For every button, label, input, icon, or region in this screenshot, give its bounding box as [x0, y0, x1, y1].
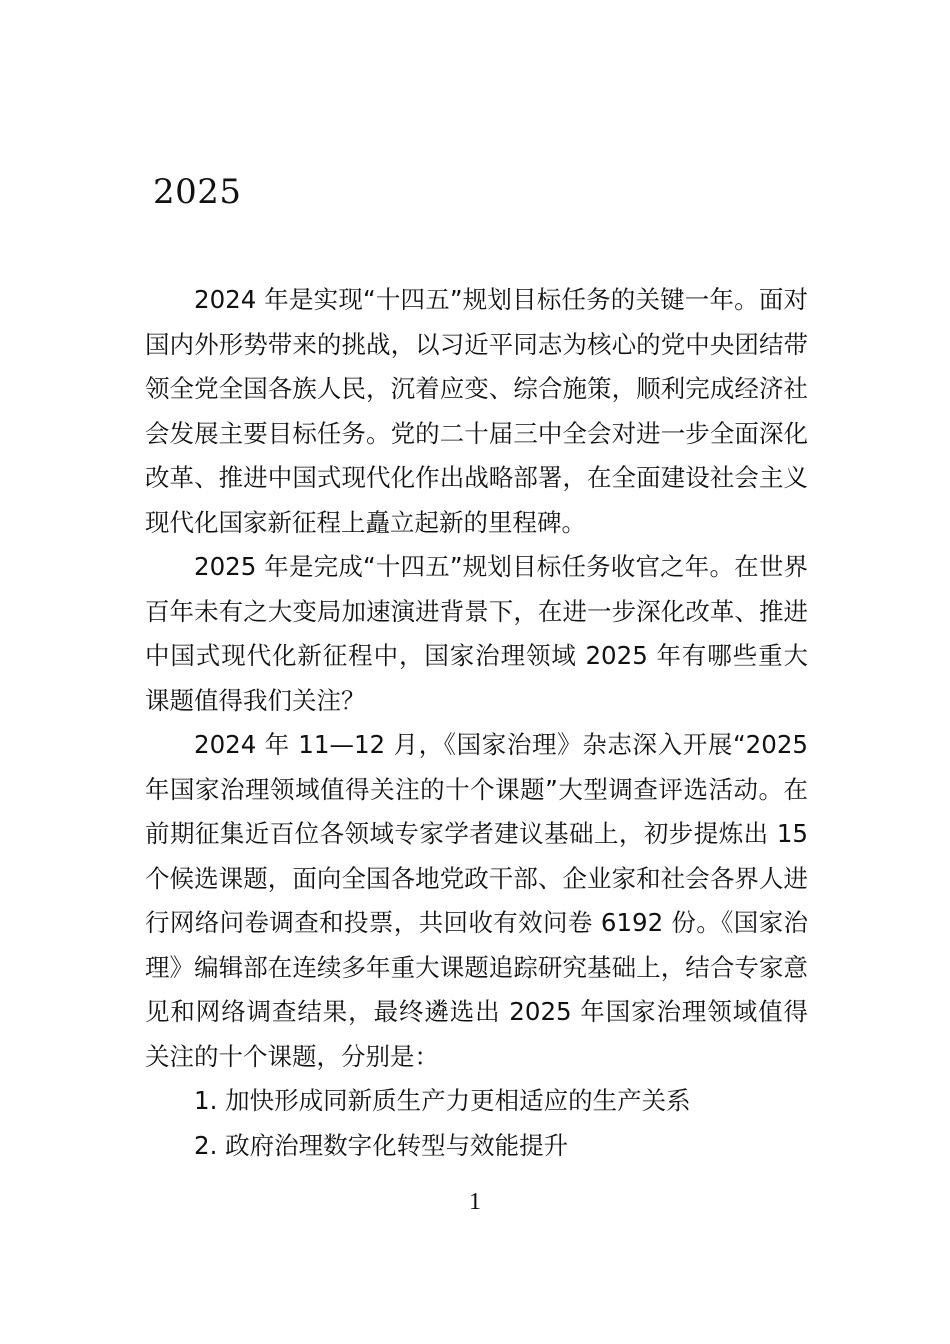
document-title: 2025: [153, 172, 242, 212]
paragraph-3: 2024 年 11—12 月，《国家治理》杂志深入开展“2025 年国家治理领域值得关注的十个课题”大型调查评选活动。在前期征集近百位各领域专家学者建议基础上，初步提炼出 15 个候选课题，面向全国各地党政干部、企业家和社会各界人进行网络问卷调查和投票，共回收有效问卷 6192 份。《国家治理》编辑部在连续多年重大课题追踪研究基础上，结合专家意见和网络调查结果，最终遴选出 2025 年国家治理领域值得关注的十个课题，分别是：: [145, 730, 808, 1071]
list-item-2: 2. 政府治理数字化转型与效能提升: [194, 1130, 569, 1160]
document-body: [145, 278, 808, 1168]
list-item-1: 1. 加快形成同新质生产力更相适应的生产关系: [194, 1086, 691, 1115]
paragraph-1: 2024 年是实现“十四五”规划目标任务的关键一年。面对国内外形势带来的挑战，以习近平同志为核心的党中央团结带领全党全国各族人民，沉着应变、综合施策，顺利完成经济社会发展主要目标任务。党的二十届三中全会对进一步全面深化改革、推进中国式现代化作出战略部署，在全面建设社会主义现代化国家新征程上矗立起新的里程碑。: [145, 285, 808, 537]
paragraph-2: 2025 年是完成“十四五”规划目标任务收官之年。在世界百年未有之大变局加速演进背景下，在进一步深化改革、推进中国式现代化新征程中，国家治理领域 2025 年有哪些重大课题值得我们关注？: [145, 552, 808, 715]
page-number: 1: [469, 1189, 481, 1215]
